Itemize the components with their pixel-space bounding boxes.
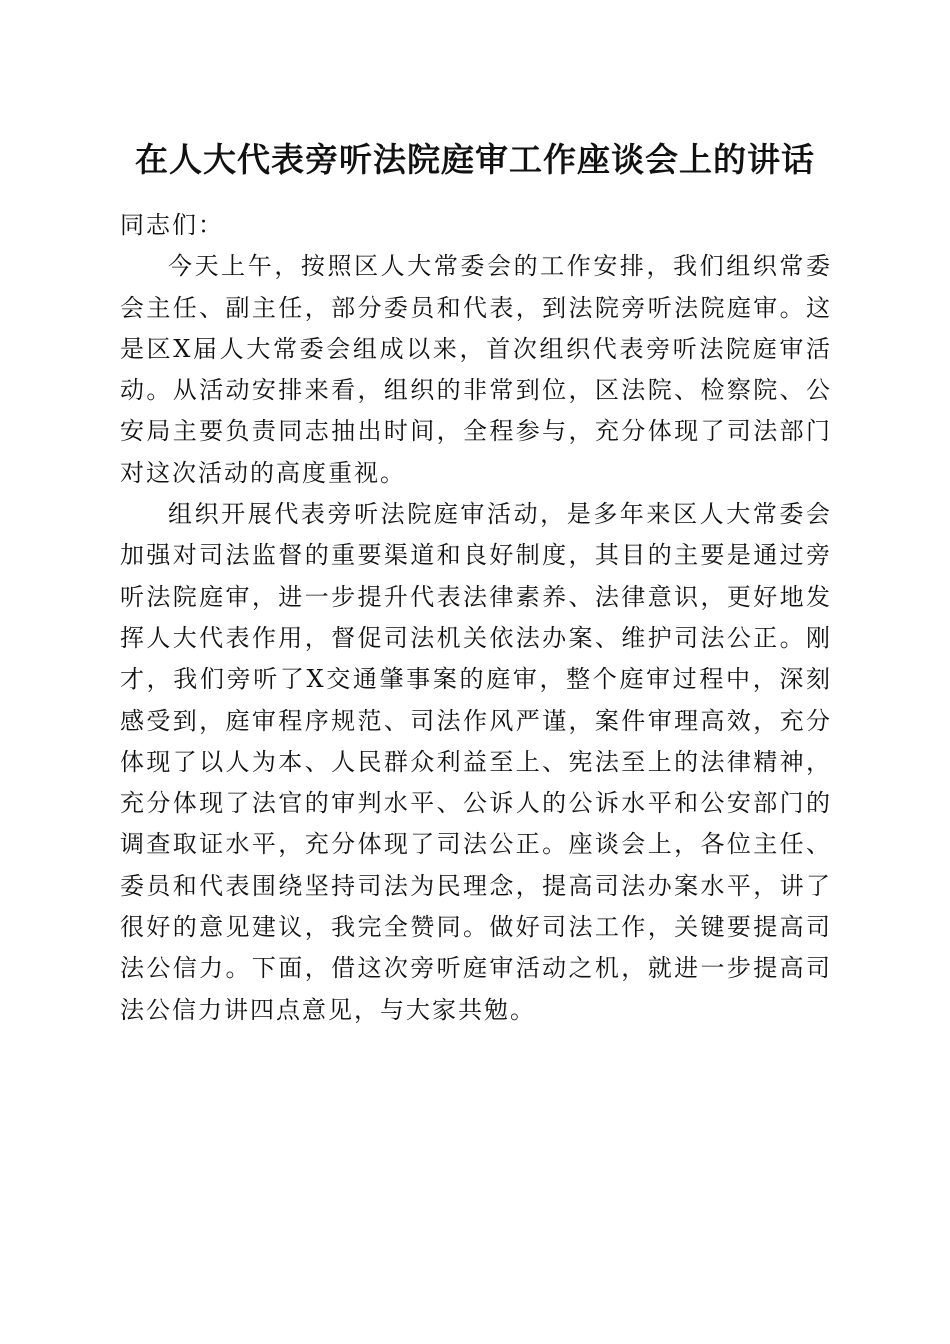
- paragraph-1: 今天上午，按照区人大常委会的工作安排，我们组织常委会主任、副主任，部分委员和代表，到法院旁听法院庭审。这是区X届人大常委会组成以来，首次组织代表旁听法院庭审活动。从活动安排来看，组织的非常到位，区法院、检察院、公安局主要负责同志抽出时间，全程参与，充分体现了司法部门对这次活动的高度重视。: [120, 252, 832, 487]
- document-title: 在人大代表旁听法院庭审工作座谈会上的讲话: [135, 140, 815, 179]
- document-body: [120, 205, 832, 1031]
- salutation: 同志们：: [120, 211, 224, 239]
- paragraph-2: 组织开展代表旁听法院庭审活动，是多年来区人大常委会加强对司法监督的重要渠道和良好制度，其目的主要是通过旁听法院庭审，进一步提升代表法律素养、法律意识，更好地发挥人大代表作用，督促司法机关依法办案、维护司法公正。刚才，我们旁听了X交通肇事案的庭审，整个庭审过程中，深刻感受到，庭审程序规范、司法作风严谨，案件审理高效，充分体现了以人为本、人民群众利益至上、宪法至上的法律精神，充分体现了法官的审判水平、公诉人的公诉水平和公安部门的调查取证水平，充分体现了司法公正。座谈会上，各位主任、委员和代表围绕坚持司法为民理念，提高司法办案水平，讲了很好的意见建议，我完全赞同。做好司法工作，关键要提高司法公信力。下面，借这次旁听庭审活动之机，就进一步提高司法公信力讲四点意见，与大家共勉。: [120, 500, 832, 1024]
